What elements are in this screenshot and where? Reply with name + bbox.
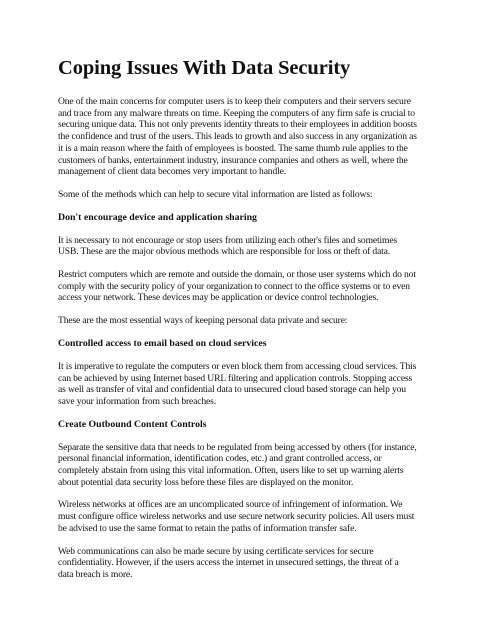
text-line: the confidence and trust of the users. This leads to growth and also success in any organization as xyxy=(58,131,417,143)
text-line: Separate the sensitive data that needs to be regulated from being accessed by others (for instance, xyxy=(58,441,417,453)
document-body xyxy=(58,96,440,581)
text-line: and trace from any malware threats on time. Keeping the computers of any firm safe is crucial to xyxy=(58,107,415,119)
text-line: USB. These are the major obvious methods which are responsible for loss or theft of data. xyxy=(58,246,391,258)
text-line: Don't encourage device and application sharing xyxy=(58,211,257,223)
text-line: Controlled access to email based on cloud services xyxy=(58,337,267,349)
text-line: completely abstain from using this vital information. Often, users like to set up warning alerts xyxy=(58,465,404,477)
text-line: One of the main concerns for computer users is to keep their computers and their servers secure xyxy=(58,96,411,107)
text-line: confidentiality. However, if the users access the internet in unsecured settings, the threat of a xyxy=(58,557,399,569)
text-line: Create Outbound Content Controls xyxy=(58,418,207,430)
text-line: be advised to use the same format to retain the paths of information transfer safe. xyxy=(58,522,357,534)
text-line: personal financial information, identification codes, etc.) and grant controlled access, or xyxy=(58,453,382,465)
text-line: save your information from such breaches. xyxy=(58,395,216,407)
paragraph xyxy=(58,499,440,534)
text-line: data breach is more. xyxy=(58,568,133,580)
paragraph xyxy=(58,361,440,408)
paragraph xyxy=(58,315,440,327)
text-line: as well as transfer of vital and confidential data to unsecured cloud based storage can help you xyxy=(58,384,406,396)
text-line: comply with the security policy of your organization to connect to the office systems or to even xyxy=(58,280,410,292)
text-line: Some of the methods which can help to secure vital information are listed as follows: xyxy=(58,188,373,200)
paragraph xyxy=(58,269,440,304)
paragraph xyxy=(58,189,440,201)
paragraph xyxy=(58,546,440,581)
section-heading xyxy=(58,338,440,350)
text-line: These are the most essential ways of keeping personal data private and secure: xyxy=(58,315,348,327)
section-heading xyxy=(58,212,440,224)
text-line: Restrict computers which are remote and outside the domain, or those user systems which do not xyxy=(58,269,416,281)
text-line: about potential data security loss before these files are displayed on the monitor. xyxy=(58,476,354,488)
paragraph xyxy=(58,235,440,258)
section-heading xyxy=(58,419,440,431)
text-line: It is imperative to regulate the computers or even block them from accessing cloud services. This xyxy=(58,360,417,372)
text-line: securing unique data. This not only prevents identity threats to their employees in addition boosts xyxy=(58,119,417,131)
text-line: customers of banks, entertainment industry, insurance companies and others as well, where the xyxy=(58,154,408,166)
text-line: Wireless networks at offices are an uncomplicated source of infringement of information. We xyxy=(58,499,403,511)
text-line: It is necessary to not encourage or stop users from utilizing each other's files and sometimes xyxy=(58,234,398,246)
text-line: Web communications can also be made secure by using certificate services for secure xyxy=(58,545,374,557)
text-line: can be achieved by using Internet based URL filtering and application controls. Stopping access xyxy=(58,372,413,384)
text-line: must configure office wireless networks and use secure network security policies. All users must xyxy=(58,511,415,523)
paragraph xyxy=(58,96,440,178)
document-page xyxy=(58,56,440,592)
text-line: management of client data becomes very important to handle. xyxy=(58,166,286,178)
text-line: it is a main reason where the faith of employees is boosted. The same thumb rule applies to the xyxy=(58,142,408,154)
text-line: access your network. These devices may be application or device control technologies. xyxy=(58,292,379,304)
paragraph xyxy=(58,442,440,489)
page-title: Coping Issues With Data Security xyxy=(58,57,351,79)
